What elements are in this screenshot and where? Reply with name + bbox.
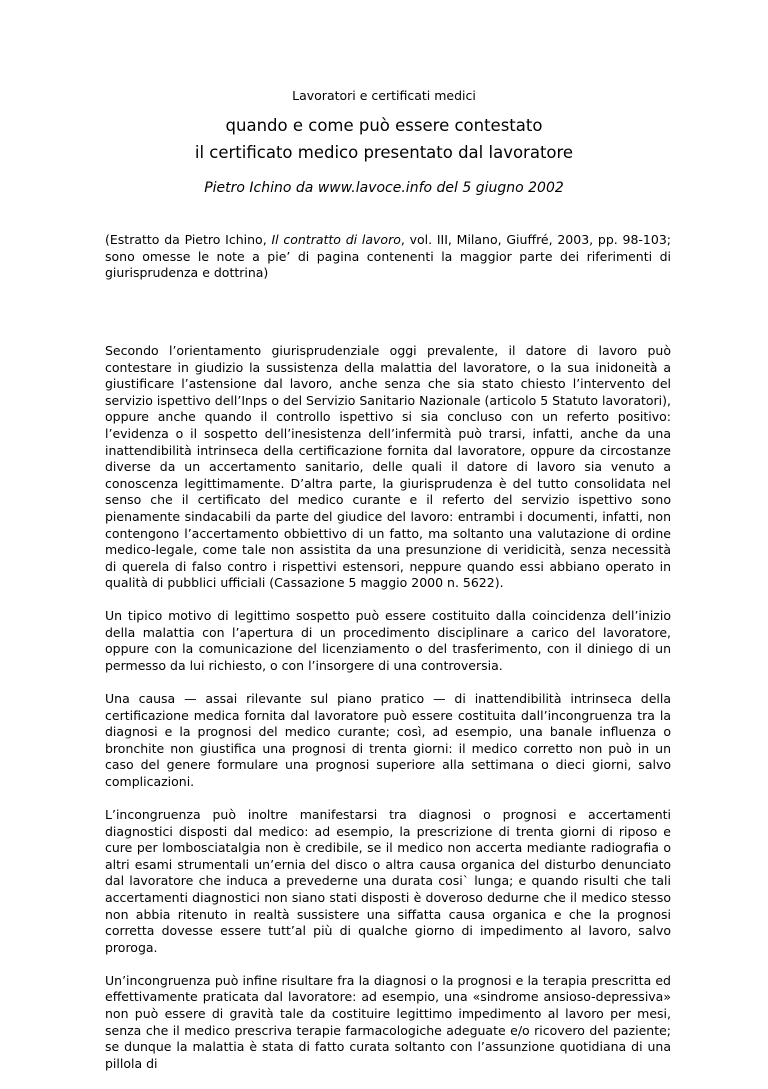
- title-line-1: quando e come può essere contestato: [225, 116, 543, 135]
- paragraph: Un’incongruenza può infine risultare fra la diagnosi o la prognosi e la terapia prescritta ed effettivamente praticata dal lavoratore: ad esempio, una «sindrome ansioso-depressiva» non può essere di gravità tale da costituire legittimo impedimento al lavoro per mesi, senza che il medico prescriva terapie farmacologiche adeguate e/o ricovero del paziente; se dunque la malattia è stata di fatto curata soltanto con l’assunzione quotidiana di una pillola di: [105, 972, 671, 1071]
- title-line-2: il certificato medico presentato dal lavoratore: [194, 143, 574, 162]
- book-title: Il contratto di lavoro: [271, 232, 401, 247]
- intro-after-title: , vol. III, Milano, Giuffré, 2003, pp. 98-103; sono omesse le note a pie’ di pagina contenenti la maggior parte dei riferimenti di giurisprudenza e dottrina): [105, 232, 672, 281]
- paragraph: Secondo l’orientamento giurisprudenziale oggi prevalente, il datore di lavoro può contestare in giudizio la sussistenza della malattia del lavoratore, o la sua inidoneità a giustificare l’astensione dal lavoro, anche senza che sia stato chiesto l’intervento del servizio ispettivo dell’Inps o del Servizio Sanitario Nazionale (articolo 5 Statuto lavoratori), oppure anche quando il controllo ispettivo si sia concluso con un referto positivo: l’evidenza o il sospetto dell’inesistenza dell’infermità può trarsi, infatti, anche da una inattendibilità intrinseca della certificazione fornita dal lavoratore, oppure da circostanze diverse da un accertamento sanitario, delle quali il datore di lavoro sia venuto a conoscenza legittimamente. D’altra parte, la giurisprudenza è del tutto consolidata nel senso che il certificato del medico curante e il referto del servizio ispettivo sono pienamente sindacabili da parte del giudice del lavoro: entrambi i documenti, infatti, non contengono l’accertamento obbiettivo di un fatto, ma soltanto una valutazione di ordine medico-legale, come tale non assistita da una presunzione di veridicità, senza necessità di querela di falso contro i rispettivi estensori, neppure quando essi abbiano operato in qualità di pubblici ufficiali (Cassazione 5 maggio 2000 n. 5622).: [105, 343, 671, 591]
- paragraph: L’incongruenza può inoltre manifestarsi tra diagnosi o prognosi e accertamenti diagnostici disposti dal medico: ad esempio, la prescrizione di trenta giorni di riposo e cure per lombosciatalgia non è credibile, se il medico non accerta mediante radiografia o altri esami strumentali un’ernia del disco o altra causa organica del disturbo denunciato dal lavoratore che induca a prevederne una durata cosi` lunga; e quando risulti che tali accertamenti diagnostici non siano stati disposti è doveroso dedurne che il medico stesso non abbia ritenuto in realtà sussistere una siffatta causa organica e che la prognosi corretta dovesse essere tutt’al più di qualche giorno di impedimento al lavoro, salvo proroga.: [105, 807, 671, 955]
- paragraph: Una causa — assai rilevante sul piano pratico — di inattendibilità intrinseca della certificazione medica fornita dal lavoratore può essere costituita dall’incongruenza tra la diagnosi e la prognosi del medico curante; così, ad esempio, una banale influenza o bronchite non giustifica una prognosi di trenta giorni: il medico corretto non può in un caso del genere formulare una prognosi superiore alla settimana o dieci giorni, salvo complicazioni.: [105, 691, 671, 790]
- kicker: Lavoratori e certificati medici: [292, 88, 476, 103]
- intro-before-title: (Estratto da Pietro Ichino,: [105, 232, 272, 247]
- intro-note: [105, 232, 671, 282]
- byline: Pietro Ichino da www.lavoce.info del 5 giugno 2002: [204, 180, 564, 196]
- document-header: [0, 88, 768, 198]
- body-text: [105, 343, 671, 1089]
- paragraph: Un tipico motivo di legittimo sospetto può essere costituito dalla coincidenza dell’inizio della malattia con l’apertura di un procedimento disciplinare a carico del lavoratore, oppure con la comunicazione del licenziamento o del trasferimento, con il diniego di un permesso da lui richiesto, o con l’insorgere di una controversia.: [105, 608, 671, 674]
